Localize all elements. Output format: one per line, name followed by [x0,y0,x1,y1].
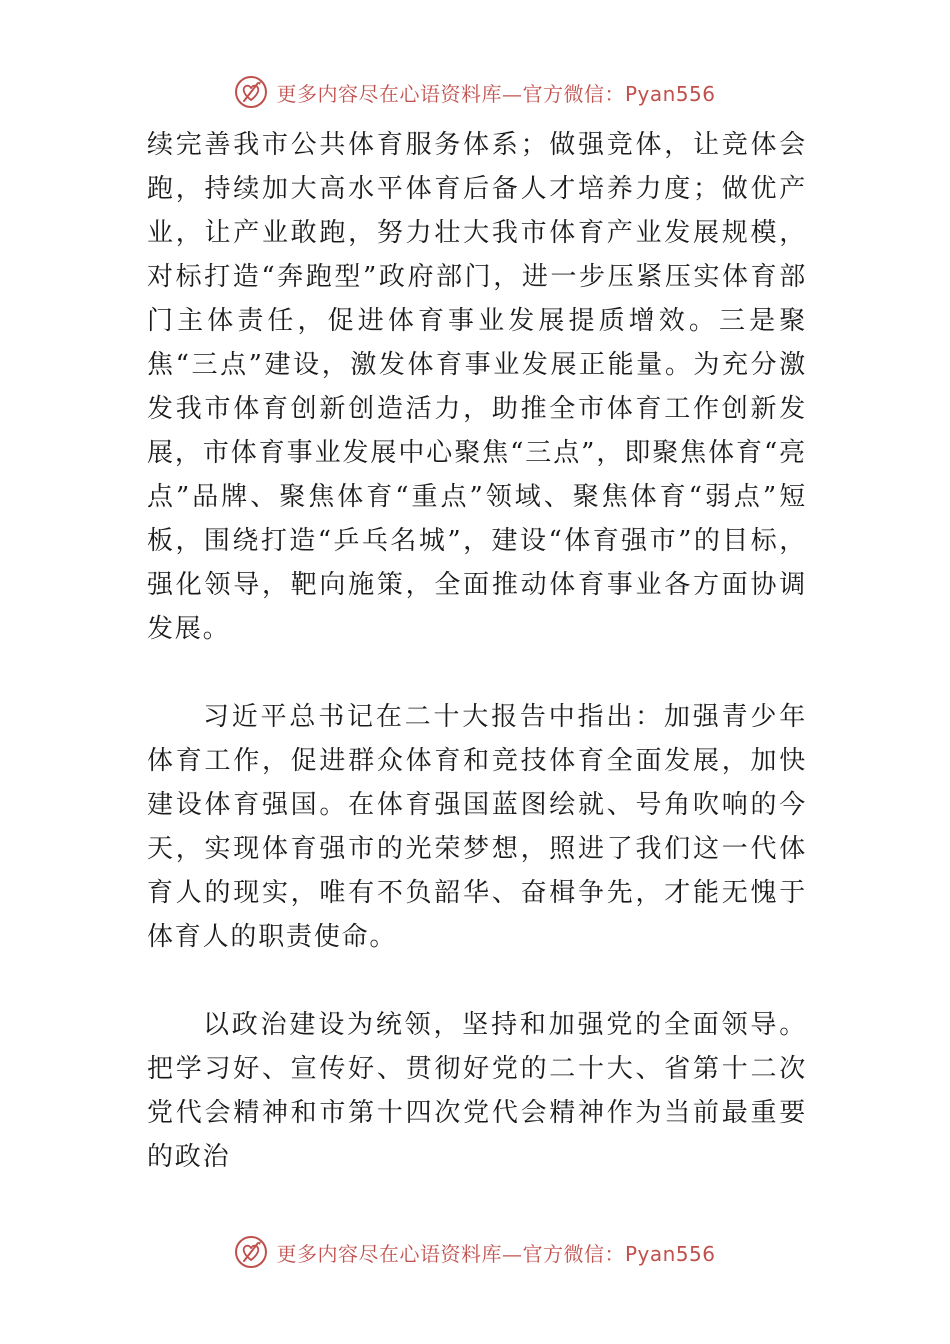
watermark-wechat-id: Pyan556 [624,81,716,106]
watermark-text [276,1238,715,1267]
watermark-text [276,78,715,107]
watermark-wechat-id: Pyan556 [624,1241,716,1266]
watermark-label: 更多内容尽在心语资料库—官方微信： [276,81,625,106]
paragraph-1: 续完善我市公共体育服务体系；做强竞体，让竞体会跑，持续加大高水平体育后备人才培养力度；做优产业，让产业敢跑，努力壮大我市体育产业发展规模，对标打造“奔跑型”政府部门，进一步压紧压实体育部门主体责任，促进体育事业发展提质增效。三是聚焦“三点”建设，激发体育事业发展正能量。为充分激发我市体育创新创造活力，助推全市体育工作创新发展，市体育事业发展中心聚焦“三点”，即聚焦体育“亮点”品牌、聚焦体育“重点”领域、聚焦体育“弱点”短板，围绕打造“乒乓名城”，建设“体育强市”的目标，强化领导，靶向施策，全面推动体育事业各方面协调发展。 [147,130,807,644]
header-watermark [0,72,950,112]
footer-watermark [0,1232,950,1272]
heart-pen-logo-icon [234,1235,268,1269]
watermark-label: 更多内容尽在心语资料库—官方微信： [276,1241,625,1266]
heart-pen-logo-icon [234,75,268,109]
paragraph-3: 以政治建设为统领，坚持和加强党的全面领导。把学习好、宣传好、贯彻好党的二十大、省第十二次党代会精神和市第十四次党代会精神作为当前最重要的政治 [147,1010,807,1172]
paragraph-2: 习近平总书记在二十大报告中指出：加强青少年体育工作，促进群众体育和竞技体育全面发展，加快建设体育强国。在体育强国蓝图绘就、号角吹响的今天，实现体育强市的光荣梦想，照进了我们这一代体育人的现实，唯有不负韶华、奋楫争先，才能无愧于体育人的职责使命。 [147,702,807,952]
document-body [147,123,807,1179]
